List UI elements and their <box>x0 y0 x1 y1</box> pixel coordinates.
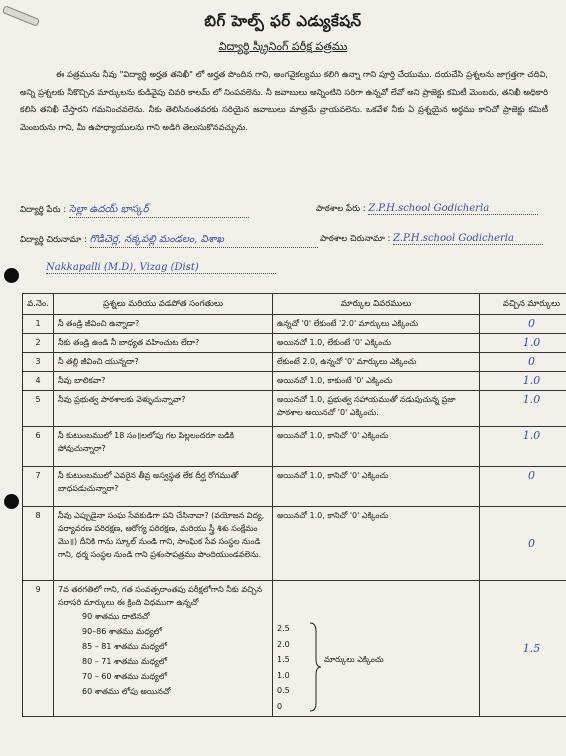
grade-range: 85 – 81 శాతము మధ్యలో <box>82 642 167 651</box>
row-score: 1.5 <box>522 641 541 655</box>
row-score: 0 <box>528 317 535 330</box>
row-question: నీ కుటుంబములో 18 సం॥లలోపు గల పిల్లలందరూ బడికి పోవుచున్నారా? <box>54 427 273 467</box>
grade-value: 1.0 <box>277 670 290 680</box>
table-row <box>23 507 566 581</box>
student-address-field[interactable]: విద్యార్థి చిరునామా : గొడిచెర్ల, నక్కపల్లి మండలం, విశాఖ <box>20 233 318 248</box>
row-score-cell[interactable] <box>480 467 566 507</box>
header-marks-details: మార్కుల వివరములు <box>273 294 480 315</box>
grade-values <box>277 621 305 714</box>
row-number: 8 <box>23 507 54 581</box>
grade-range: 60 శాతము లోపు అయినచో <box>82 687 171 696</box>
row-score-cell[interactable] <box>480 391 566 427</box>
table-row <box>23 467 566 507</box>
row-score-cell[interactable] <box>480 372 566 391</box>
school-address-label: పాఠశాల చిరునామా <box>320 234 385 244</box>
header-questions: ప్రశ్నలు మరియు వడపోత సంగతులు <box>54 294 273 315</box>
row-score: 0 <box>528 469 535 482</box>
student-name-value: సెల్లా ఉదయ్ భాస్కర్ <box>69 203 249 218</box>
row-marks-rule: అయినచో 1.0, లేకుంటే '0' ఎక్కించు <box>273 334 480 353</box>
table-row <box>23 427 566 467</box>
right-brace-icon <box>308 621 322 713</box>
table-row <box>23 353 566 372</box>
row-question: నీ తండ్రి జీవించి ఉన్నాడా? <box>54 315 273 334</box>
school-name-field[interactable]: పాఠశాల పేరు : Z.P.H.school Godicherla <box>316 203 538 216</box>
row-score: 1.0 <box>522 429 541 442</box>
row-score-cell[interactable] <box>480 334 566 353</box>
grade-value: 1.5 <box>277 655 290 664</box>
row-score-cell[interactable] <box>480 315 566 334</box>
table-header-row <box>23 294 566 315</box>
row-question: 7వ తరగతిలో గాని, గత సంవత్సరాంతపు పరీక్షలోగాని నీకు వచ్చిన సరాసరి మార్కులు ఈ క్రింది విధముగా ఉన్నచో <box>58 585 262 607</box>
row-question: నీవు బాలికవా? <box>54 372 273 391</box>
school-name-value: Z.P.H.school Godicherla <box>368 203 538 215</box>
row-score: 0 <box>528 536 535 550</box>
row-score: 1.0 <box>522 393 541 406</box>
row-number: 2 <box>23 334 54 353</box>
school-address-value: Z.P.H.school Godicherla <box>393 233 543 245</box>
row-score-cell[interactable] <box>480 427 566 467</box>
row-question-cell <box>54 581 273 717</box>
student-name-field[interactable]: విద్యార్థి పేరు : సెల్లా ఉదయ్ భాస్కర్ <box>20 203 249 218</box>
row-marks-rule: అయినచో 1.0, కానిచో '0' ఎక్కించు <box>273 507 480 581</box>
row-marks-rule: అయినచో 1.0, కానిచో '0' ఎక్కించు <box>273 427 480 467</box>
row-question: నీ తల్లి జీవించి యున్నదా? <box>54 353 273 372</box>
row-number: 7 <box>23 467 54 507</box>
row-question: నీకు తండ్రి ఉండి నీ బాధ్యత వహించుట లేదా? <box>54 334 273 353</box>
table-row <box>23 581 566 717</box>
grade-range: 90–86 శాతము మధ్యలో <box>82 627 162 636</box>
table-row <box>23 334 566 353</box>
form-subtitle: విద్యార్థి స్క్రీనింగ్ పరీక్ష పత్రము <box>218 40 348 53</box>
student-name-label: విద్యార్థి పేరు <box>20 205 61 215</box>
row-number: 6 <box>23 427 54 467</box>
grade-value: 2.0 <box>277 639 290 649</box>
row-marks-rule: అయినచో 1.0, ప్రభుత్వ సహాయముతో నడుపుచున్న ప్రజా పాఠశాల అయినచో '0' ఎక్కించు. <box>273 391 480 427</box>
grade-value: 2.5 <box>277 624 290 633</box>
row-score: 1.0 <box>522 336 541 349</box>
row-score: 0 <box>528 355 535 368</box>
grade-range: 70 – 60 శాతము మధ్యలో <box>82 672 167 681</box>
row-score: 1.0 <box>522 374 541 387</box>
row-number: 1 <box>23 315 54 334</box>
address-line-2-field[interactable] <box>46 262 276 274</box>
punch-hole-bottom <box>4 494 19 509</box>
grade-range: 90 శాతము దాటినచో <box>82 612 150 621</box>
row-score-cell[interactable] <box>480 353 566 372</box>
row-question: నీవు ప్రభుత్వ పాఠశాలకు వెళ్ళుచున్నావా? <box>54 391 273 427</box>
table-row <box>23 315 566 334</box>
row-marks-rule-cell <box>273 581 480 717</box>
school-name-label: పాఠశాల పేరు <box>316 204 361 214</box>
row-marks-rule: లేకుంటే 2.0, ఉన్నచో '0' మార్కులు ఎక్కించు <box>273 353 480 372</box>
grade-note: మార్కులు ఎక్కించు <box>324 655 384 664</box>
row-number: 4 <box>23 372 54 391</box>
form-title: బిగ్ హెల్ప్ ఫర్ ఎడ్యుకేషన్ <box>204 12 362 30</box>
row-number: 3 <box>23 353 54 372</box>
row-question: నీ కుటుంబములో ఎవరైన తీవ్ర అస్వస్థత లేక దీర్ఘ రోగముతో బాధపడుచున్నారా? <box>54 467 273 507</box>
grade-value: 0.5 <box>277 686 290 695</box>
address-line-2-value: Nakkapalli (M.D), Vizag (Dist) <box>46 262 276 274</box>
header-serial-no: వ.నెం. <box>23 294 54 315</box>
punch-hole-top <box>4 268 19 283</box>
table-row <box>23 372 566 391</box>
header-marks-obtained: వచ్చిన మార్కులు <box>480 294 566 315</box>
row-score-cell[interactable] <box>480 507 566 581</box>
row-marks-rule: అయినచో 1.0, కాకుంటే '0' ఎక్కించు <box>273 372 480 391</box>
row-question: నీవు ఎప్పుడైనా సంఘ సేవకుడిగా పని చేసినావా? (వయోజన విద్య, పర్యావరణ పరిరక్షణ, ఆరోగ్య పరిరక్షణ, మరియు స్త్రీ శిశు సంక్షేమం మొ॥) దీనికి గాను స్కూల్ నుండి గాని, సాంఘిక సేవ సంస్థల నుండి గాని, ధర్మ సంస్థల నుండి గాని ప్రశంసాపత్రము పొందియుండవలెను. <box>54 507 273 581</box>
row-marks-rule: అయినచో 1.0, కానిచో '0' ఎక్కించు <box>273 467 480 507</box>
grade-range-list <box>58 609 268 699</box>
screening-questions-table <box>22 293 566 717</box>
row-marks-rule: ఉన్నచో '0' లేకుంటే '2.0' మార్కులు ఎక్కించు <box>273 315 480 334</box>
student-address-label: విద్యార్థి చిరునామా <box>20 235 82 245</box>
school-address-field[interactable]: పాఠశాల చిరునామా : Z.P.H.school Godicherla <box>320 233 543 246</box>
grade-value: 0 <box>277 701 283 711</box>
student-address-value: గొడిచెర్ల, నక్కపల్లి మండలం, విశాఖ <box>90 233 318 248</box>
row-number: 9 <box>23 581 54 717</box>
row-number: 5 <box>23 391 54 427</box>
intro-paragraph: ఈ పత్రమును నీవు "విద్యార్థి అర్హత తనిఖీ" లో అర్హత పొందిన గాని, అంగవైకల్యము కలిగి ఉన్నా గాని పూర్తి చేయుము. దయచేసి ప్రశ్నలను జాగ్రత్తగా చదివి, అన్ని ప్రశ్నలకు నీకొచ్చిన మార్కులను కుడివైపు చివరి కాలమ్ లో నింపవలెను. నీ జవాబులు అన్నింటిని సరిగా ఉన్నవో లేవో అని ప్రాజెక్టు కమిటీ మెంబరు, తనిఖీ అధికారి కలిసి తనిఖీ చేస్తారని గమనించవలెను. నీకు తెలిసినంతవరకు సరియైన జవాబులు మాత్రమే వ్రాయవలెను. ఒకవేళ నీకు ఏ ప్రశ్నయైన అర్థము కానిచో ప్రాజెక్టు కమిటీ మెంబరును గాని, మీ ఉపాధ్యాయులను గాని అడిగి తెలుసుకొనవచ్చును. <box>20 69 548 132</box>
table-row <box>23 391 566 427</box>
grade-range: 80 – 71 శాతము మధ్యలో <box>82 657 167 666</box>
row-score-cell[interactable] <box>480 581 566 717</box>
